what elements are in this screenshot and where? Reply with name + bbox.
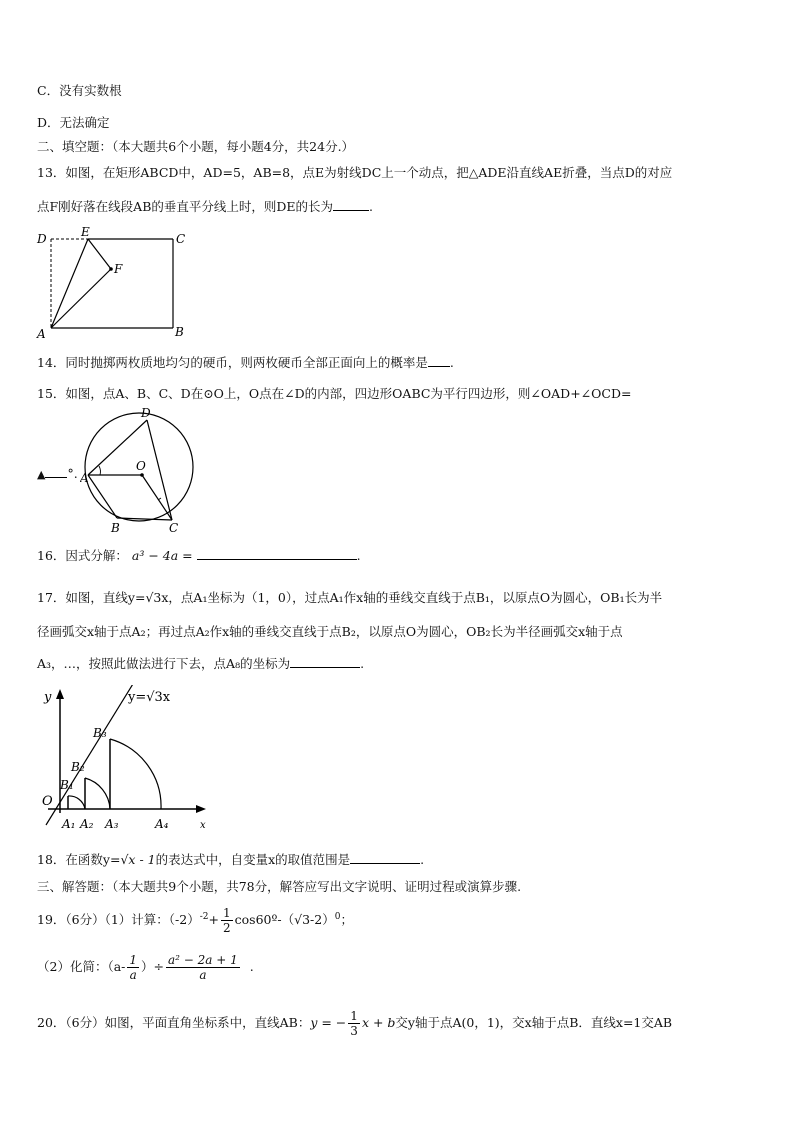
answer-blank: [350, 863, 420, 864]
label-d: D: [141, 406, 151, 420]
q14-text: 14．同时抛掷两枚质地均匀的硬币，则两枚硬币全部正面向上的概率是: [37, 355, 428, 370]
q17-text: A₃，…，按照此做法进行下去，点A₈的坐标为: [37, 656, 291, 671]
label-e: E: [81, 225, 90, 239]
label-b: B: [175, 325, 184, 339]
line-label: y=√3x: [128, 690, 171, 705]
q19-plus: +: [208, 912, 220, 928]
q15-line1: 15．如图，点A、B、C、D在⊙O上，O点在∠D的内部，四边形OABC为平行四边形，则∠OAD+∠OCD=: [37, 386, 632, 401]
q20-fraction: [348, 1009, 360, 1038]
q19-text-d: -2）: [310, 912, 335, 928]
label-a4: A₄: [155, 817, 169, 831]
q16-text: 16．因式分解：: [37, 548, 128, 563]
q17-line3: A₃，…，按照此做法进行下去，点A₈的坐标为 .: [37, 656, 365, 671]
q14-line: 14．同时抛掷两枚质地均匀的硬币，则两枚硬币全部正面向上的概率是 .: [37, 355, 454, 370]
q13-text: 点F刚好落在线段AB的垂直平分线上时，则DE的长为: [37, 199, 334, 214]
label-a: A: [37, 327, 46, 341]
figure-17: [38, 685, 210, 835]
q19-line1: [37, 902, 353, 935]
label-c: C: [176, 232, 186, 246]
answer-blank: [333, 210, 369, 211]
q19-sqrt: √3: [294, 912, 311, 928]
q18-text-a: 18．在函数y=: [37, 852, 121, 867]
q13-line2: 点F刚好落在线段AB的垂直平分线上时，则DE的长为 .: [37, 199, 374, 214]
q19-2-fraction-2: [166, 953, 240, 982]
q19-2-text-a: （2）化简：（a-: [37, 959, 126, 974]
q18-sqrt: √x - 1: [120, 852, 156, 867]
q18-line: 18．在函数y=√x - 1的表达式中，自变量x的取值范围是 .: [37, 852, 425, 867]
answer-triangle-marker: ▲: [37, 468, 46, 481]
section-2-heading: 二、填空题：（本大题共6个小题，每小题4分，共24分.）: [37, 139, 355, 154]
q20-text-b: 交y轴于点A(0，1)，交x轴于点B．直线x=1交AB: [395, 1015, 673, 1030]
answer-blank: [45, 477, 67, 478]
label-a3: A₃: [105, 817, 119, 831]
option-d: D．无法确定: [37, 115, 110, 130]
q18-text-c: 的表达式中，自变量x的取值范围是: [155, 852, 351, 867]
label-o: O: [42, 794, 53, 809]
option-c: C．没有实数根: [37, 83, 122, 98]
label-a1: A₁: [62, 817, 76, 831]
q19-2-text-b: ）÷: [141, 959, 165, 974]
label-c: C: [169, 521, 179, 533]
label-d: D: [37, 232, 47, 246]
q16-line: 16．因式分解： a³ − 4a = .: [37, 548, 361, 563]
q19-2-fraction: [127, 953, 139, 982]
q13-line1: 13．如图，在矩形ABCD中，AD=5，AB=8，点E为射线DC上一个动点，把△ADE沿直线AE折叠，当点D的对应: [37, 165, 673, 180]
denominator: 2: [223, 921, 231, 936]
denominator: 3: [350, 1024, 358, 1038]
q19-text-e: ；: [340, 912, 353, 928]
q16-expression: a³ − 4a =: [131, 548, 193, 563]
q19-2-text-c: .: [249, 959, 254, 974]
denominator: a: [199, 968, 207, 982]
section-3-heading: 三、解答题：（本大题共9个小题，共78分，解答应写出文字说明、证明过程或演算步骤.: [37, 879, 522, 894]
label-x-axis: x: [200, 820, 206, 831]
label-b2: B₂: [71, 760, 85, 774]
q19-text-b: cos60º-（: [234, 912, 295, 928]
q19-line2: [37, 952, 254, 982]
numerator: 1: [129, 953, 138, 967]
figure-15: [80, 405, 200, 533]
q17-sqrt: √3x: [145, 590, 169, 605]
label-a: A: [80, 471, 89, 485]
q15-answer: [37, 465, 78, 484]
numerator: 1: [350, 1009, 358, 1023]
label-b3: B₃: [93, 726, 107, 740]
q20-text-a: 20．（6分）如图，平面直角坐标系中，直线AB：: [37, 1015, 311, 1030]
label-b1: B₁: [60, 778, 74, 792]
q19-exponent: -2: [199, 912, 209, 922]
label-o: O: [136, 459, 146, 473]
q17-line2: 径画弧交x轴于点A₂；再过点A₂作x轴的垂线交直线于点B₂，以原点O为圆心，OB₂长为半径画弧交x轴于点: [37, 624, 623, 639]
q17-text-c: ，点A₁坐标为（1，0），过点A₁作x轴的垂线交直线于点B₁，以原点O为圆心，OB₁长为半: [168, 590, 663, 605]
label-a2: A₂: [80, 817, 94, 831]
q19-exponent-zero: 0: [334, 912, 341, 922]
q20-line1: [37, 1008, 672, 1038]
q20-eq-left: y = −: [310, 1015, 347, 1030]
label-y-axis: y: [44, 690, 52, 705]
q19-text-a: 19．（6分）（1）计算：（-2）: [37, 912, 200, 928]
denominator: a: [129, 968, 137, 982]
numerator: a² − 2a + 1: [168, 953, 238, 967]
q19-fraction: [221, 906, 233, 935]
label-b: B: [111, 521, 120, 533]
label-f: F: [114, 262, 123, 276]
q17-text-a: 17．如图，直线y=: [37, 590, 146, 605]
answer-blank: [290, 667, 360, 668]
answer-blank: [197, 559, 357, 560]
q17-line1: [37, 589, 662, 607]
numerator: 1: [223, 906, 231, 921]
q20-eq-right: x + b: [361, 1015, 396, 1030]
degree-suffix: °.: [67, 466, 78, 481]
answer-blank: [428, 366, 450, 367]
figure-13: [33, 224, 193, 342]
